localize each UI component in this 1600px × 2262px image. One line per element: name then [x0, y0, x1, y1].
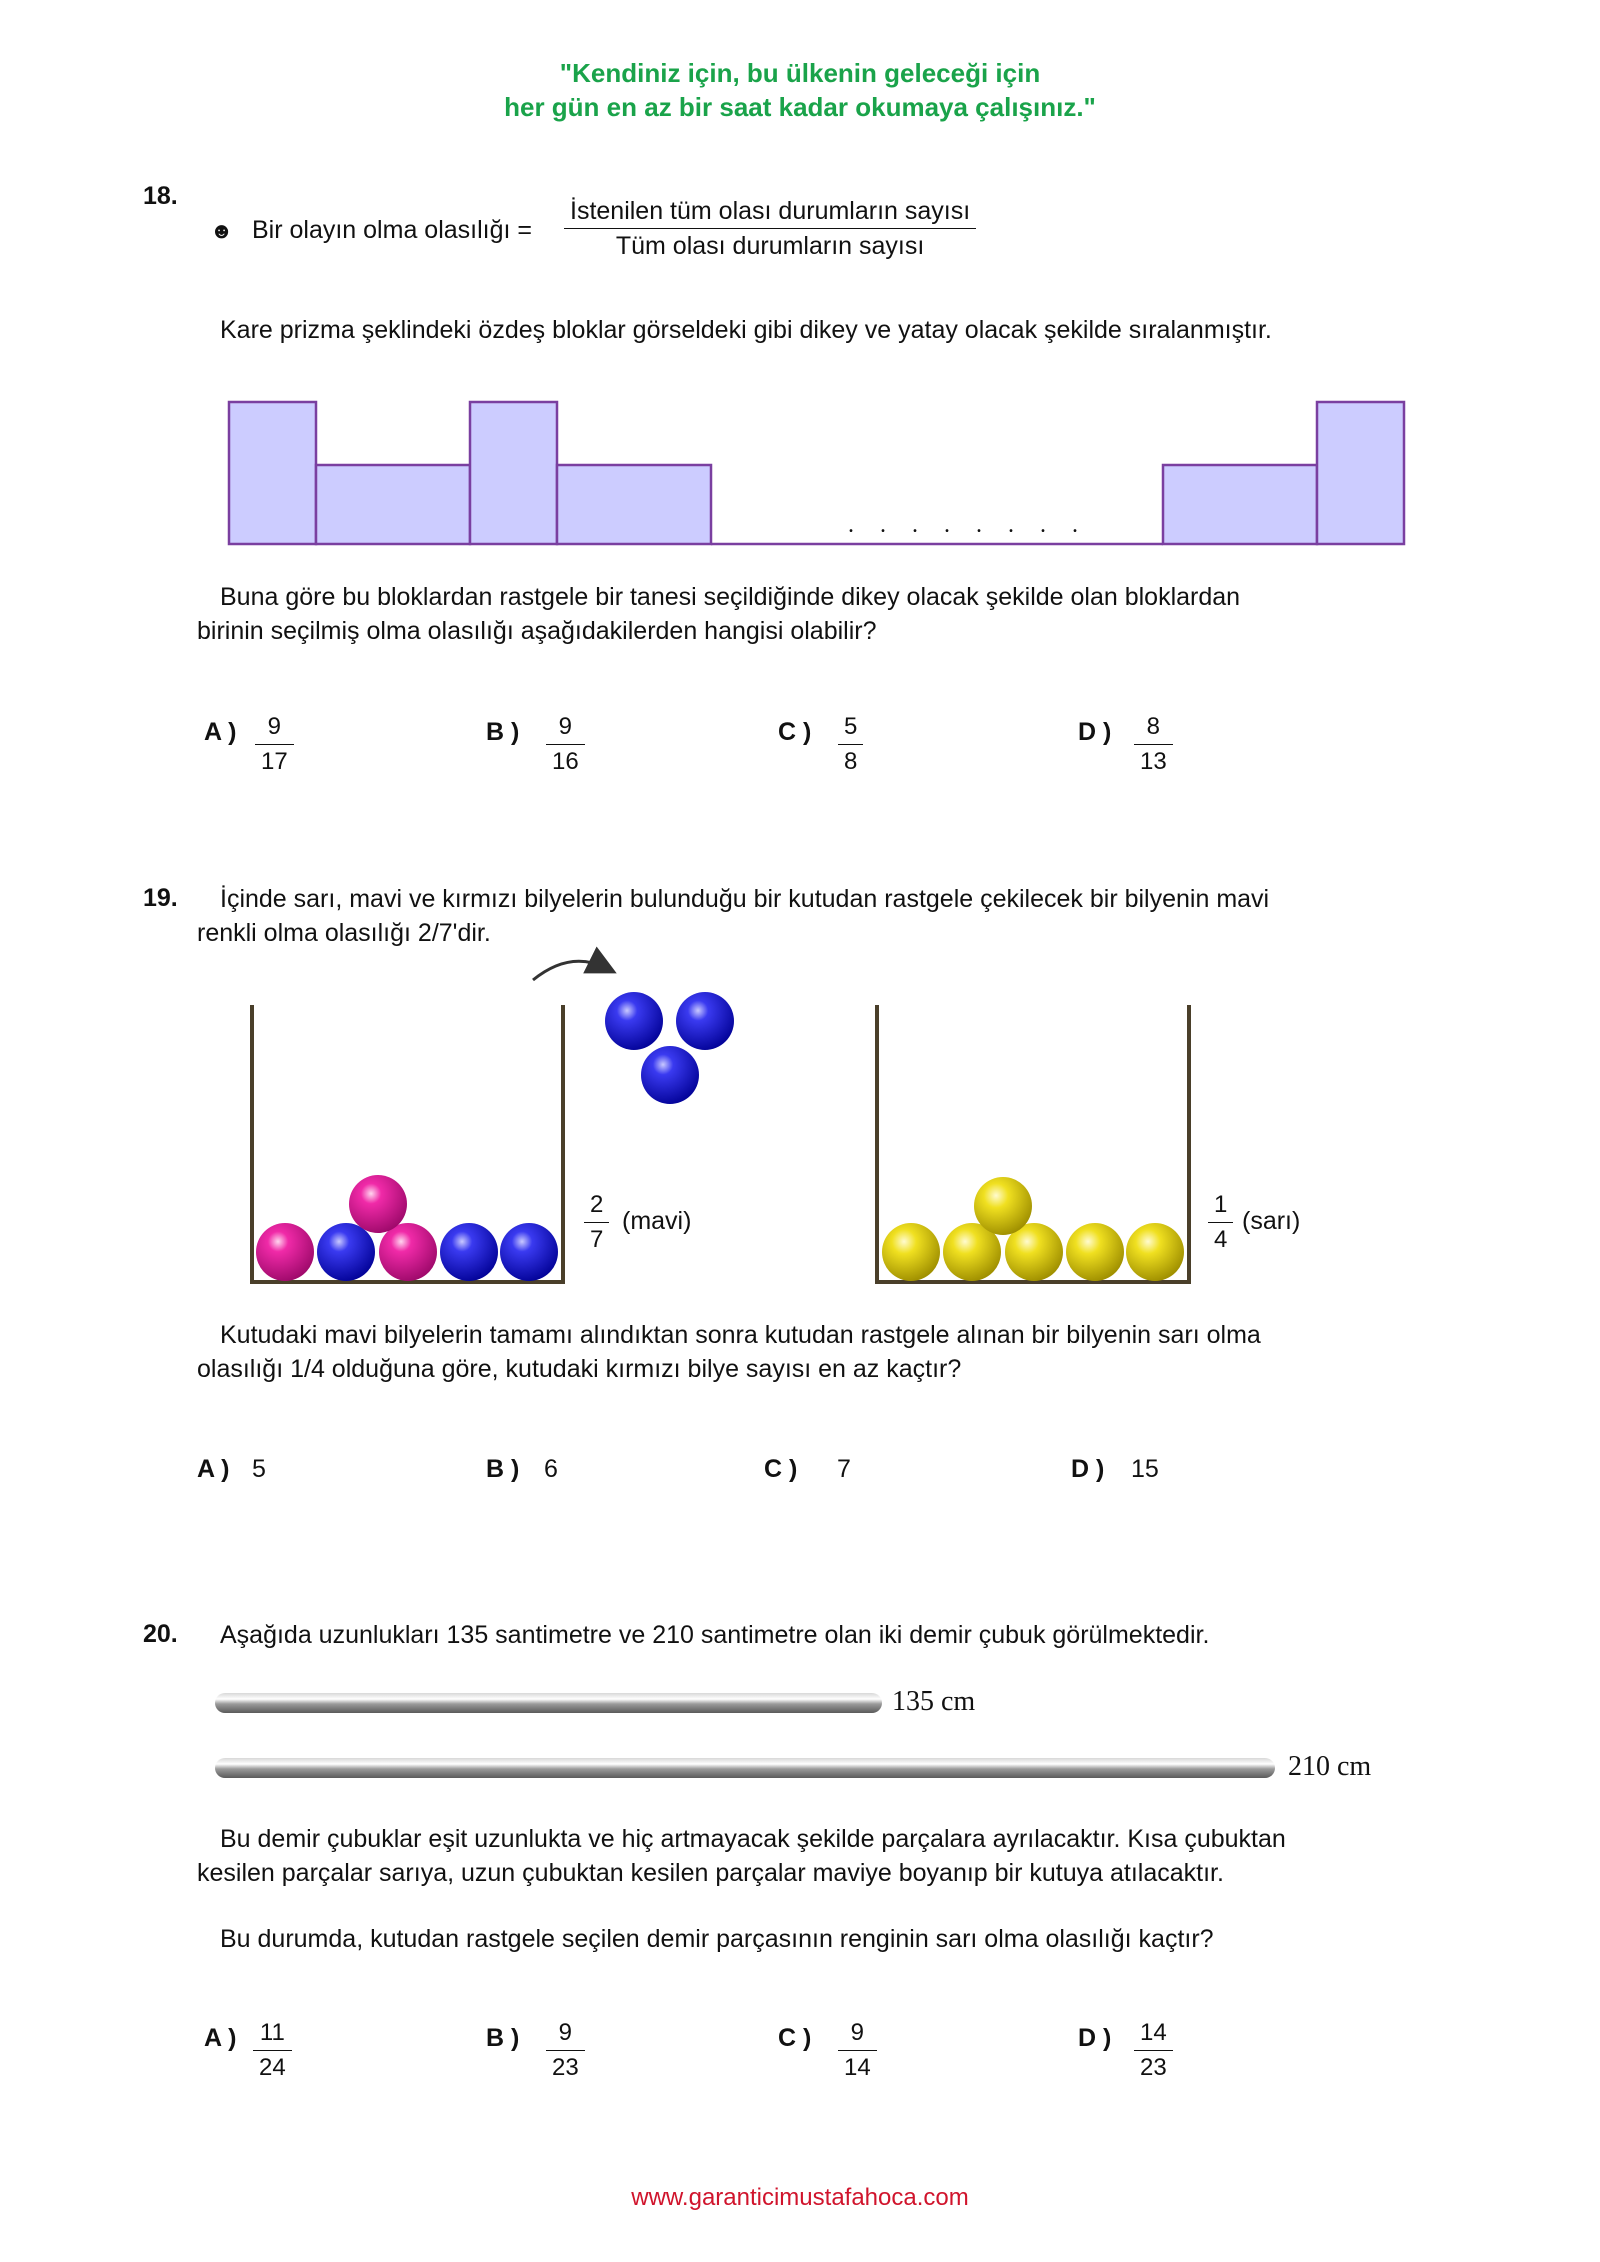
q19-option-a-value[interactable]: 5 [252, 1455, 266, 1483]
probability-formula-fraction [564, 196, 976, 261]
continuation-dots: . . . . . . . . [848, 512, 1088, 538]
formula-denominator: Tüm olası durumların sayısı [615, 232, 925, 260]
q19-option-c-value[interactable]: 7 [837, 1455, 851, 1483]
q19-option-c-label[interactable]: C ) [764, 1455, 798, 1483]
numerator: 8 [1146, 713, 1161, 740]
question-19-text-1b: renkli olma olasılığı 2/7'dir. [197, 919, 491, 947]
denominator: 4 [1214, 1226, 1228, 1253]
question-19-text-1a: İçinde sarı, mavi ve kırmızı bilyelerin bulunduğu bir kutudan rastgele çekilecek bir bilyenin mavi [220, 885, 1270, 913]
horizontal-block [1163, 465, 1317, 544]
yellow-ball [1005, 1223, 1063, 1281]
q18-option-b-fraction[interactable] [546, 712, 585, 777]
question-20-text-1: Aşağıda uzunlukları 135 santimetre ve 210 santimetre olan iki demir çubuk görülmektedir. [220, 1621, 1210, 1649]
blue-ball-removed [676, 992, 734, 1050]
numerator: 2 [590, 1191, 604, 1218]
q19-option-b-label[interactable]: B ) [486, 1455, 520, 1483]
question-19-text-2b: olasılığı 1/4 olduğuna göre, kutudaki kırmızı bilye sayısı en az kaçtır? [197, 1355, 962, 1383]
yellow-ball [882, 1223, 940, 1281]
smiley-bullet-icon: ☻ [210, 218, 234, 243]
question-18-text-1: Kare prizma şeklindeki özdeş bloklar görseldeki gibi dikey ve yatay olacak şekilde sıralanmıştır. [220, 316, 1272, 344]
yellow-ball [1126, 1223, 1184, 1281]
q19-option-d-label[interactable]: D ) [1071, 1455, 1105, 1483]
q18-option-c-fraction[interactable] [838, 712, 863, 777]
vertical-block [229, 402, 316, 544]
numerator: 5 [844, 713, 858, 740]
q19-option-a-label[interactable]: A ) [197, 1455, 230, 1483]
magenta-ball [349, 1175, 407, 1233]
question-18-text-2a: Buna göre bu bloklardan rastgele bir tanesi seçildiğinde dikey olacak şekilde olan bloklardan [220, 583, 1241, 611]
q18-option-d-label[interactable]: D ) [1078, 718, 1112, 746]
denominator: 24 [259, 2054, 286, 2081]
magenta-ball [379, 1223, 437, 1281]
box-1 [252, 1005, 563, 1282]
yellow-ball [943, 1223, 1001, 1281]
q20-option-a-label[interactable]: A ) [204, 2024, 237, 2052]
question-18-number: 18. [143, 182, 178, 210]
formula-numerator: İstenilen tüm olası durumların sayısı [570, 197, 971, 225]
q20-option-d-fraction[interactable] [1134, 2018, 1173, 2083]
question-19-text-2a: Kutudaki mavi bilyelerin tamamı alındıktan sonra kutudan rastgele alınan bir bilyenin sarı olma [220, 1321, 1261, 1349]
q18-option-c-label[interactable]: C ) [778, 718, 812, 746]
question-20-number: 20. [143, 1620, 178, 1648]
denominator: 16 [552, 748, 579, 775]
iron-rod-long [215, 1758, 1275, 1778]
numerator: 9 [558, 2019, 573, 2046]
blue-ball [440, 1223, 498, 1281]
q18-option-d-fraction[interactable] [1134, 712, 1173, 777]
numerator: 11 [259, 2019, 285, 2046]
rod-short-label: 135 cm [892, 1686, 976, 1717]
numerator: 1 [1214, 1191, 1228, 1218]
magenta-ball [256, 1223, 314, 1281]
question-19-number: 19. [143, 884, 178, 912]
blue-ball [317, 1223, 375, 1281]
q20-option-d-label[interactable]: D ) [1078, 2024, 1112, 2052]
q19-option-b-value[interactable]: 6 [544, 1455, 558, 1483]
denominator: 13 [1140, 748, 1167, 775]
quote-line-2: her gün en az bir saat kadar okumaya çalışınız." [504, 92, 1096, 122]
curved-arrow-icon [533, 961, 606, 980]
q20-option-c-label[interactable]: C ) [778, 2024, 812, 2052]
vertical-block [1317, 402, 1404, 544]
horizontal-block [557, 465, 711, 544]
rod-long-label: 210 cm [1288, 1751, 1372, 1782]
question-18-text-2b: birinin seçilmiş olma olasılığı aşağıdakilerden hangisi olabilir? [197, 617, 877, 645]
numerator: 9 [850, 2019, 865, 2046]
q20-option-b-label[interactable]: B ) [486, 2024, 520, 2052]
q18-option-b-label[interactable]: B ) [486, 718, 520, 746]
box-1-probability [584, 1190, 609, 1255]
footer-url-link[interactable]: www.garanticimustafahoca.com [631, 2184, 969, 2211]
iron-rod-short [215, 1693, 882, 1713]
numerator: 9 [267, 713, 282, 740]
box-2 [877, 1005, 1189, 1282]
denominator: 8 [844, 748, 858, 775]
quote-line-1: "Kendiniz için, bu ülkenin geleceği için [559, 58, 1041, 88]
horizontal-block [316, 465, 470, 544]
box-2-probability [1208, 1190, 1233, 1255]
numerator: 14 [1140, 2019, 1167, 2046]
box-1-label: (mavi) [622, 1207, 692, 1235]
vertical-block [470, 402, 557, 544]
yellow-ball [1066, 1223, 1124, 1281]
q20-option-b-fraction[interactable] [546, 2018, 585, 2083]
blocks-figure [229, 402, 1404, 544]
denominator: 17 [261, 748, 288, 775]
q20-option-c-fraction[interactable] [838, 2018, 877, 2083]
q18-option-a-label[interactable]: A ) [204, 718, 237, 746]
blue-ball-removed [605, 992, 663, 1050]
denominator: 23 [552, 2054, 579, 2081]
box-2-label: (sarı) [1242, 1207, 1301, 1235]
yellow-ball [974, 1177, 1032, 1235]
formula-lhs: Bir olayın olma olasılığı = [252, 216, 532, 244]
denominator: 14 [844, 2054, 871, 2081]
denominator: 23 [1140, 2054, 1167, 2081]
denominator: 7 [590, 1226, 604, 1253]
blue-ball [500, 1223, 558, 1281]
question-20-text-2a: Bu demir çubuklar eşit uzunlukta ve hiç artmayacak şekilde parçalara ayrılacaktır. Kısa çubuktan [220, 1825, 1286, 1853]
question-20-text-2b: kesilen parçalar sarıya, uzun çubuktan kesilen parçalar maviye boyanıp bir kutuya atılacaktır. [197, 1859, 1224, 1887]
q19-option-d-value[interactable]: 15 [1131, 1455, 1159, 1483]
q20-option-a-fraction[interactable] [253, 2018, 292, 2083]
question-20-text-3: Bu durumda, kutudan rastgele seçilen demir parçasının renginin sarı olma olasılığı kaçtır? [220, 1925, 1214, 1953]
numerator: 9 [558, 713, 573, 740]
blue-ball-removed [641, 1046, 699, 1104]
q18-option-a-fraction[interactable] [255, 712, 294, 777]
